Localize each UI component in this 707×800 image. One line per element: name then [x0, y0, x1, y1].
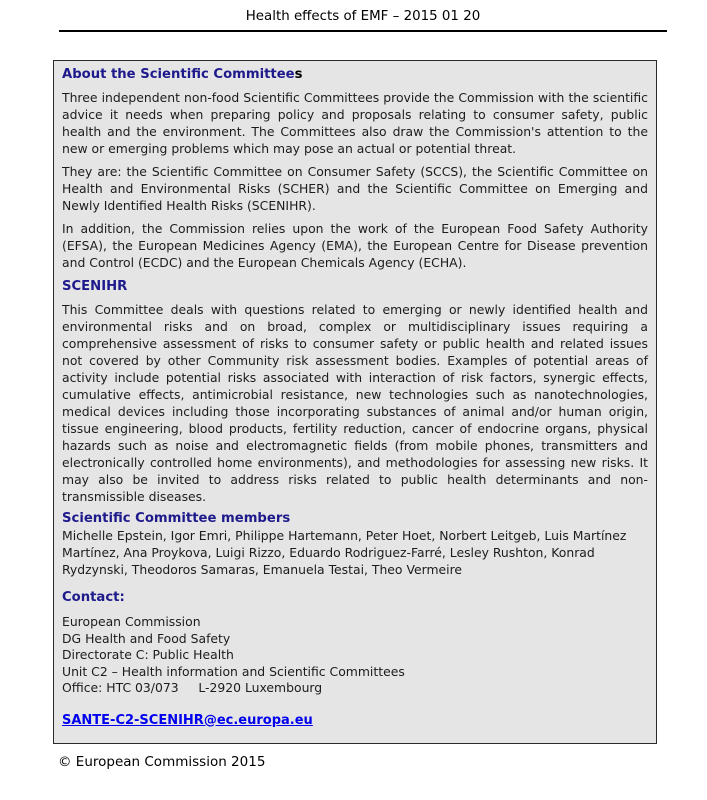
document-page	[0, 8, 707, 800]
footer-copyright: © European Commission 2015	[58, 754, 266, 770]
members-names: Michelle Epstein, Igor Emri, Philippe Hartemann, Peter Hoet, Norbert Leitgeb, Luis Martínez Martínez, Ana Proykova, Luigi Rizzo, Eduardo Rodriguez-Farré, Lesley Rushton, Konrad Rydzynski, Theodoros Samaras, Emanuela Testai, Theo Vermeire	[62, 528, 627, 577]
members-heading: Scientific Committee members	[62, 511, 291, 526]
contact-line-directorate: Directorate C: Public Health	[62, 647, 234, 662]
info-box	[53, 60, 657, 744]
contact-line-unit: Unit C2 – Health information and Scientific Committees	[62, 663, 405, 679]
about-paragraph-2: They are: the Scientific Committee on Consumer Safety (SCCS), the Scientific Committee on Health and Environmental Risks (SCHER) and the Scientific Committee on Emerging and Newly Identified Health Risks (SCENIHR).	[62, 164, 648, 213]
contact-line-organisation: European Commission	[62, 614, 201, 629]
contact-heading: Contact:	[62, 590, 125, 605]
about-heading-main: About the Scientific Committee	[62, 67, 295, 82]
contact-email-link[interactable]: SANTE-C2-SCENIHR@ec.europa.eu	[62, 712, 313, 728]
contact-line-dg: DG Health and Food Safety	[62, 630, 231, 646]
page-header	[59, 8, 667, 32]
about-paragraph-3: In addition, the Commission relies upon the work of the European Food Safety Authority (EFSA), the European Medicines Agency (EMA), the European Centre for Disease prevention and Control (ECDC) and the European Chemicals Agency (ECHA).	[62, 221, 648, 270]
scenihr-paragraph: This Committee deals with questions related to emerging or newly identified health and environmental risks and on broad, complex or multidisciplinary issues requiring a comprehensive assessment of risks to consumer safety or public health and related issues not covered by other Community risk assessment bodies. Examples of potential areas of activity include potential risks associated with interaction of risk factors, synergic effects, cumulative effects, antimicrobial resistance, new technologies such as nanotechnologies, medical devices including those incorporating substances of animal and/or human origin, tissue engineering, blood products, fertility reduction, cancer of endocrine organs, physical hazards such as noise and electromagnetic fields (from mobile phones, transmitters and electronically controlled home environments), and methodologies for assessing new risks. It may also be invited to address risks related to public health determinants and non-transmissible diseases.	[62, 302, 648, 504]
contact-block	[62, 614, 648, 697]
about-heading	[62, 66, 648, 83]
about-paragraph-1: Three independent non-food Scientific Committees provide the Commission with the scientific advice it needs when preparing policy and proposals relating to consumer safety, public health and the environment. The Committees also draw the Commission's attention to the new or emerging problems which may pose an actual or potential threat.	[62, 90, 648, 156]
about-heading-suffix: s	[294, 67, 303, 82]
header-title: Health effects of EMF – 2015 01 20	[245, 9, 481, 24]
scenihr-heading: SCENIHR	[62, 279, 128, 294]
contact-line-office: Office: HTC 03/073 L-2920 Luxembourg	[62, 680, 323, 695]
